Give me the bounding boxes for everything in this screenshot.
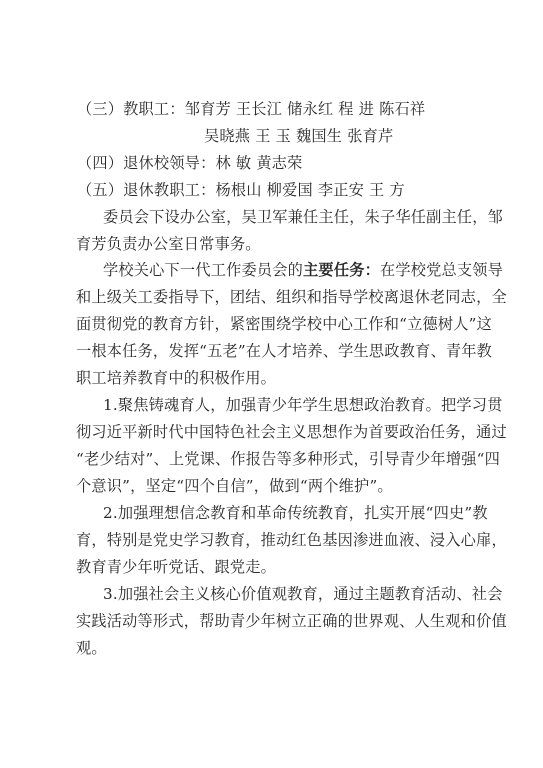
task-1-line-2: 彻习近平新时代中国特色社会主义思想作为首要政治任务，通过 (76, 423, 507, 441)
office-paragraph-line-1: 委员会下设办公室，吴卫军兼任主任，朱子华任副主任，邹 (103, 208, 504, 226)
retired-leaders-line: （四）退休校领导：林 敏 黄志荣 (77, 154, 303, 172)
task-1-line-1: 1.聚焦铸魂育人，加强青少年学生思想政治教育。把学习贯 (103, 396, 503, 414)
task-3-line-3: 观。 (76, 639, 107, 657)
main-tasks-intro: 学校关心下一代工作委员会的 (103, 261, 304, 279)
main-tasks-paragraph-line-5: 职工培养教育中的积极作用。 (76, 369, 277, 387)
staff-members-line-continued: 吴晓燕 王 玉 魏国生 张育芹 (204, 127, 394, 145)
task-2-line-1: 2.加强理想信念教育和革命传统教育，扎实开展“四史”教 (103, 504, 488, 522)
main-tasks-paragraph-line-4: 一根本任务，发挥“五老”在人才培养、学生思政教育、青年教 (76, 342, 493, 360)
task-1-line-3: “老少结对”、上党课、作报告等多种形式，引导青少年增强“四 (76, 450, 500, 468)
task-2-line-2: 育，特别是党史学习教育，推动红色基因渗进血液、浸入心扉， (76, 531, 507, 549)
task-3-line-2: 实践活动等形式，帮助青少年树立正确的世界观、人生观和价值 (76, 612, 507, 630)
main-tasks-heading: 主要任务： (303, 261, 380, 279)
task-1-line-4: 个意识”，坚定“四个自信”，做到“两个维护”。 (76, 477, 393, 495)
staff-members-line: （三）教职工：邹育芳 王长江 储永红 程 进 陈石祥 (77, 100, 426, 118)
office-paragraph-line-2: 育芳负责办公室日常事务。 (76, 235, 261, 253)
main-tasks-paragraph-line-3: 面贯彻党的教育方针，紧密围绕学校中心工作和“立德树人”这 (76, 315, 493, 333)
task-2-line-3: 教育青少年听党话、跟党走。 (76, 558, 277, 576)
task-3-line-1: 3.加强社会主义核心价值观教育，通过主题教育活动、社会 (103, 585, 503, 603)
retired-staff-line: （五）退休教职工：杨根山 柳爱国 李正安 王 方 (77, 181, 405, 199)
main-tasks-paragraph-line-1 (103, 260, 504, 280)
main-tasks-intro-tail: 在学校党总支领导 (379, 261, 504, 279)
main-tasks-paragraph-line-2: 和上级关工委指导下，团结、组织和指导学校离退休老同志，全 (76, 288, 507, 306)
